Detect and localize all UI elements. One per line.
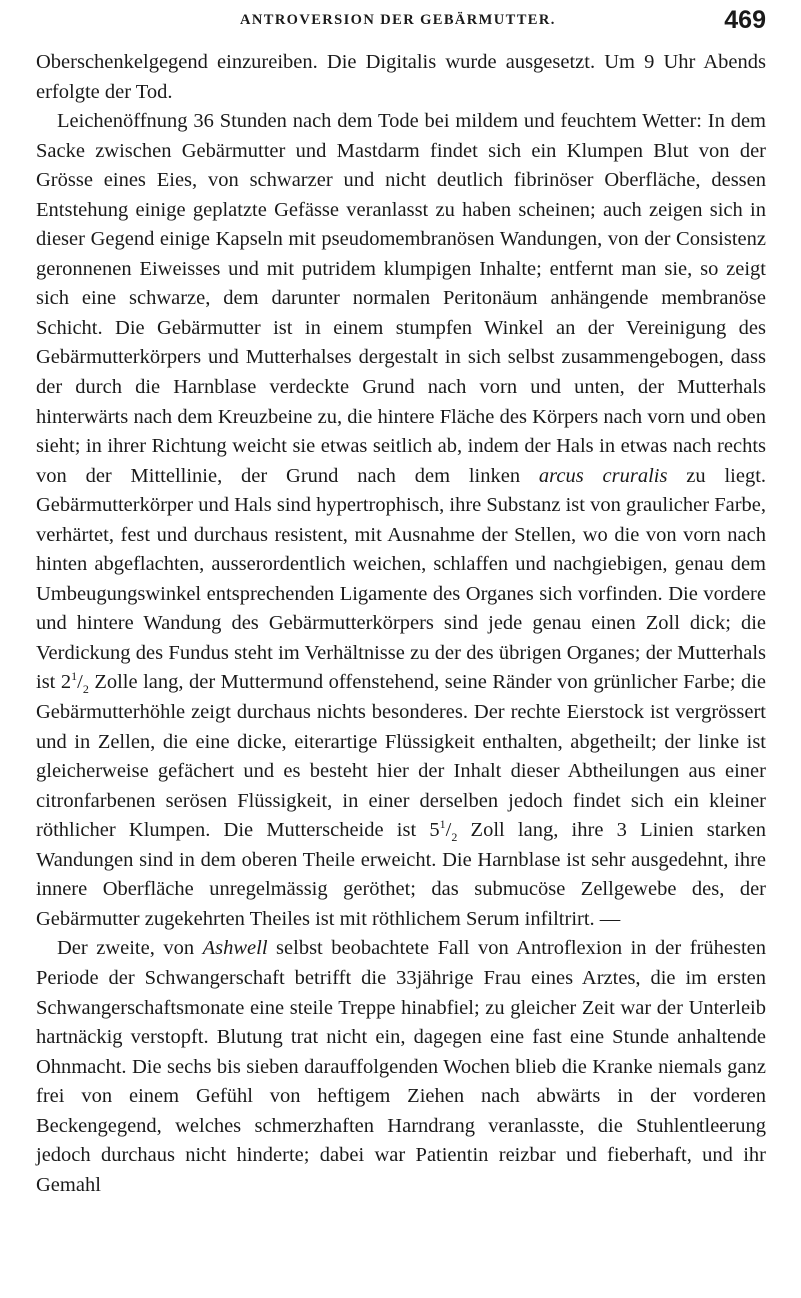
paragraph xyxy=(36,107,766,934)
text-run: Oberschenkelgegend einzureiben. Die Digitalis wurde ausgesetzt. Um 9 Uhr Abends erfolgte der Tod. xyxy=(36,51,766,103)
paragraph xyxy=(36,48,766,107)
text-run: selbst beobachtete Fall von Antroflexion in der frühesten Periode der Schwangerschaft betrifft die 33jährige Frau eines Arztes, die im ersten Schwangerschaftsmonate eine steile Treppe hinabfiel; zu gleicher Zeit war der Unterleib hartnäckig verstopft. Blutung trat nicht ein, dagegen eine fast eine Stunde anhaltende Ohnmacht. Die sechs bis sieben darauffolgenden Wochen blieb die Kranke niemals ganz frei von einem Gefühl von heftigem Ziehen nach abwärts in der vorderen Beckengegend, welches schmerzhaften Harndrang veranlasste, die Stuhlentleerung jedoch durchaus nicht hinderte; dabei war Patientin reizbar und fieberhaft, und ihr Gemahl xyxy=(36,937,766,1196)
fraction-numerator: 1 xyxy=(71,669,78,684)
text-run: Der zweite, von xyxy=(57,937,203,960)
fraction-numerator: 1 xyxy=(439,817,446,832)
text-run: Zoll lang, ihre 3 Linien starken Wandungen sind in dem oberen Theile erweicht. Die Harnblase ist sehr ausgedehnt, ihre innere Oberfläche unregelmässig geröthet; das submucöse Zellgewebe des, der Gebärmutter zugekehrten Theiles ist mit röthlichem Serum infiltrirt. — xyxy=(36,819,767,930)
italic-term: Ashwell xyxy=(202,937,268,960)
fraction-denominator: 2 xyxy=(451,830,458,845)
text-run: zu liegt. Gebärmutterkörper und Hals sind hypertrophisch, ihre Substanz ist von graulicher Farbe, verhärtet, fest und durchaus resistent, mit Ausnahme der Stellen, wo die von vorn nach hinten abgeflachten, ausserordentlich weichen, schlaffen und nachgiebigen, genau dem Umbeugungswinkel entsprechenden Ligamente des Organes sich vorfinden. Die vordere und hintere Wandung des Gebärmutterkörpers sind jede genau einen Zoll dick; die Verdickung des Fundus steht im Verhältnisse zu der des übrigen Organes; der Mutterhals ist 2 xyxy=(36,464,767,694)
page-number: 469 xyxy=(724,6,766,34)
text-run: / xyxy=(77,671,83,694)
text-run: / xyxy=(445,819,452,842)
italic-term: arcus cruralis xyxy=(538,464,668,487)
running-head xyxy=(36,6,766,34)
running-title: ANTROVERSION DER GEBÄRMUTTER. xyxy=(240,12,556,28)
fraction-denominator: 2 xyxy=(82,682,89,697)
body-text xyxy=(36,48,766,1200)
text-run: Zolle lang, der Muttermund offenstehend, seine Ränder von grünlicher Farbe; die Gebärmutterhöhle zeigt durchaus nichts besonderes. Der rechte Eierstock ist vergrössert und in Zellen, die eine dicke, eiterartige Flüssigkeit enthalten, abgetheilt; der linke ist gleicherweise gefächert und es besteht hier der Inhalt dieser Abtheilungen aus einer citronfarbenen serösen Flüssigkeit, in einer derselben jedoch findet sich ein kleiner röthlicher Klumpen. Die Mutterscheide ist 5 xyxy=(36,671,767,842)
paragraph xyxy=(36,934,766,1200)
text-run: Leichenöffnung 36 Stunden nach dem Tode bei mildem und feuchtem Wetter: In dem Sacke zwischen Gebärmutter und Mastdarm findet sich ein Klumpen Blut von der Grösse eines Eies, von schwarzer und nicht deutlich fibrinöser Oberfläche, dessen Entstehung einige geplatzte Gefässe veranlasst zu haben scheinen; auch zeigen sich in dieser Gegend einige Kapseln mit pseudomembranösen Wandungen, von der Consistenz geronnenen Eiweisses und mit putridem klumpigen Inhalte; entfernt man sie, so zeigt sich eine schwarze, dem darunter normalen Peritonäum anhängende membranöse Schicht. Die Gebärmutter ist in einem stumpfen Winkel an der Vereinigung des Gebärmutterkörpers und Mutterhalses dergestalt in sich selbst zusammengebogen, dass der durch die Harnblase verdeckte Grund nach vorn und unten, der Mutterhals hinterwärts nach dem Kreuzbeine zu, die hintere Fläche des Körpers nach vorn und oben sieht; in ihrer Richtung weicht sie etwas seitlich ab, indem der Hals in etwas nach rechts von der Mittellinie, der Grund nach dem linken xyxy=(36,110,766,487)
